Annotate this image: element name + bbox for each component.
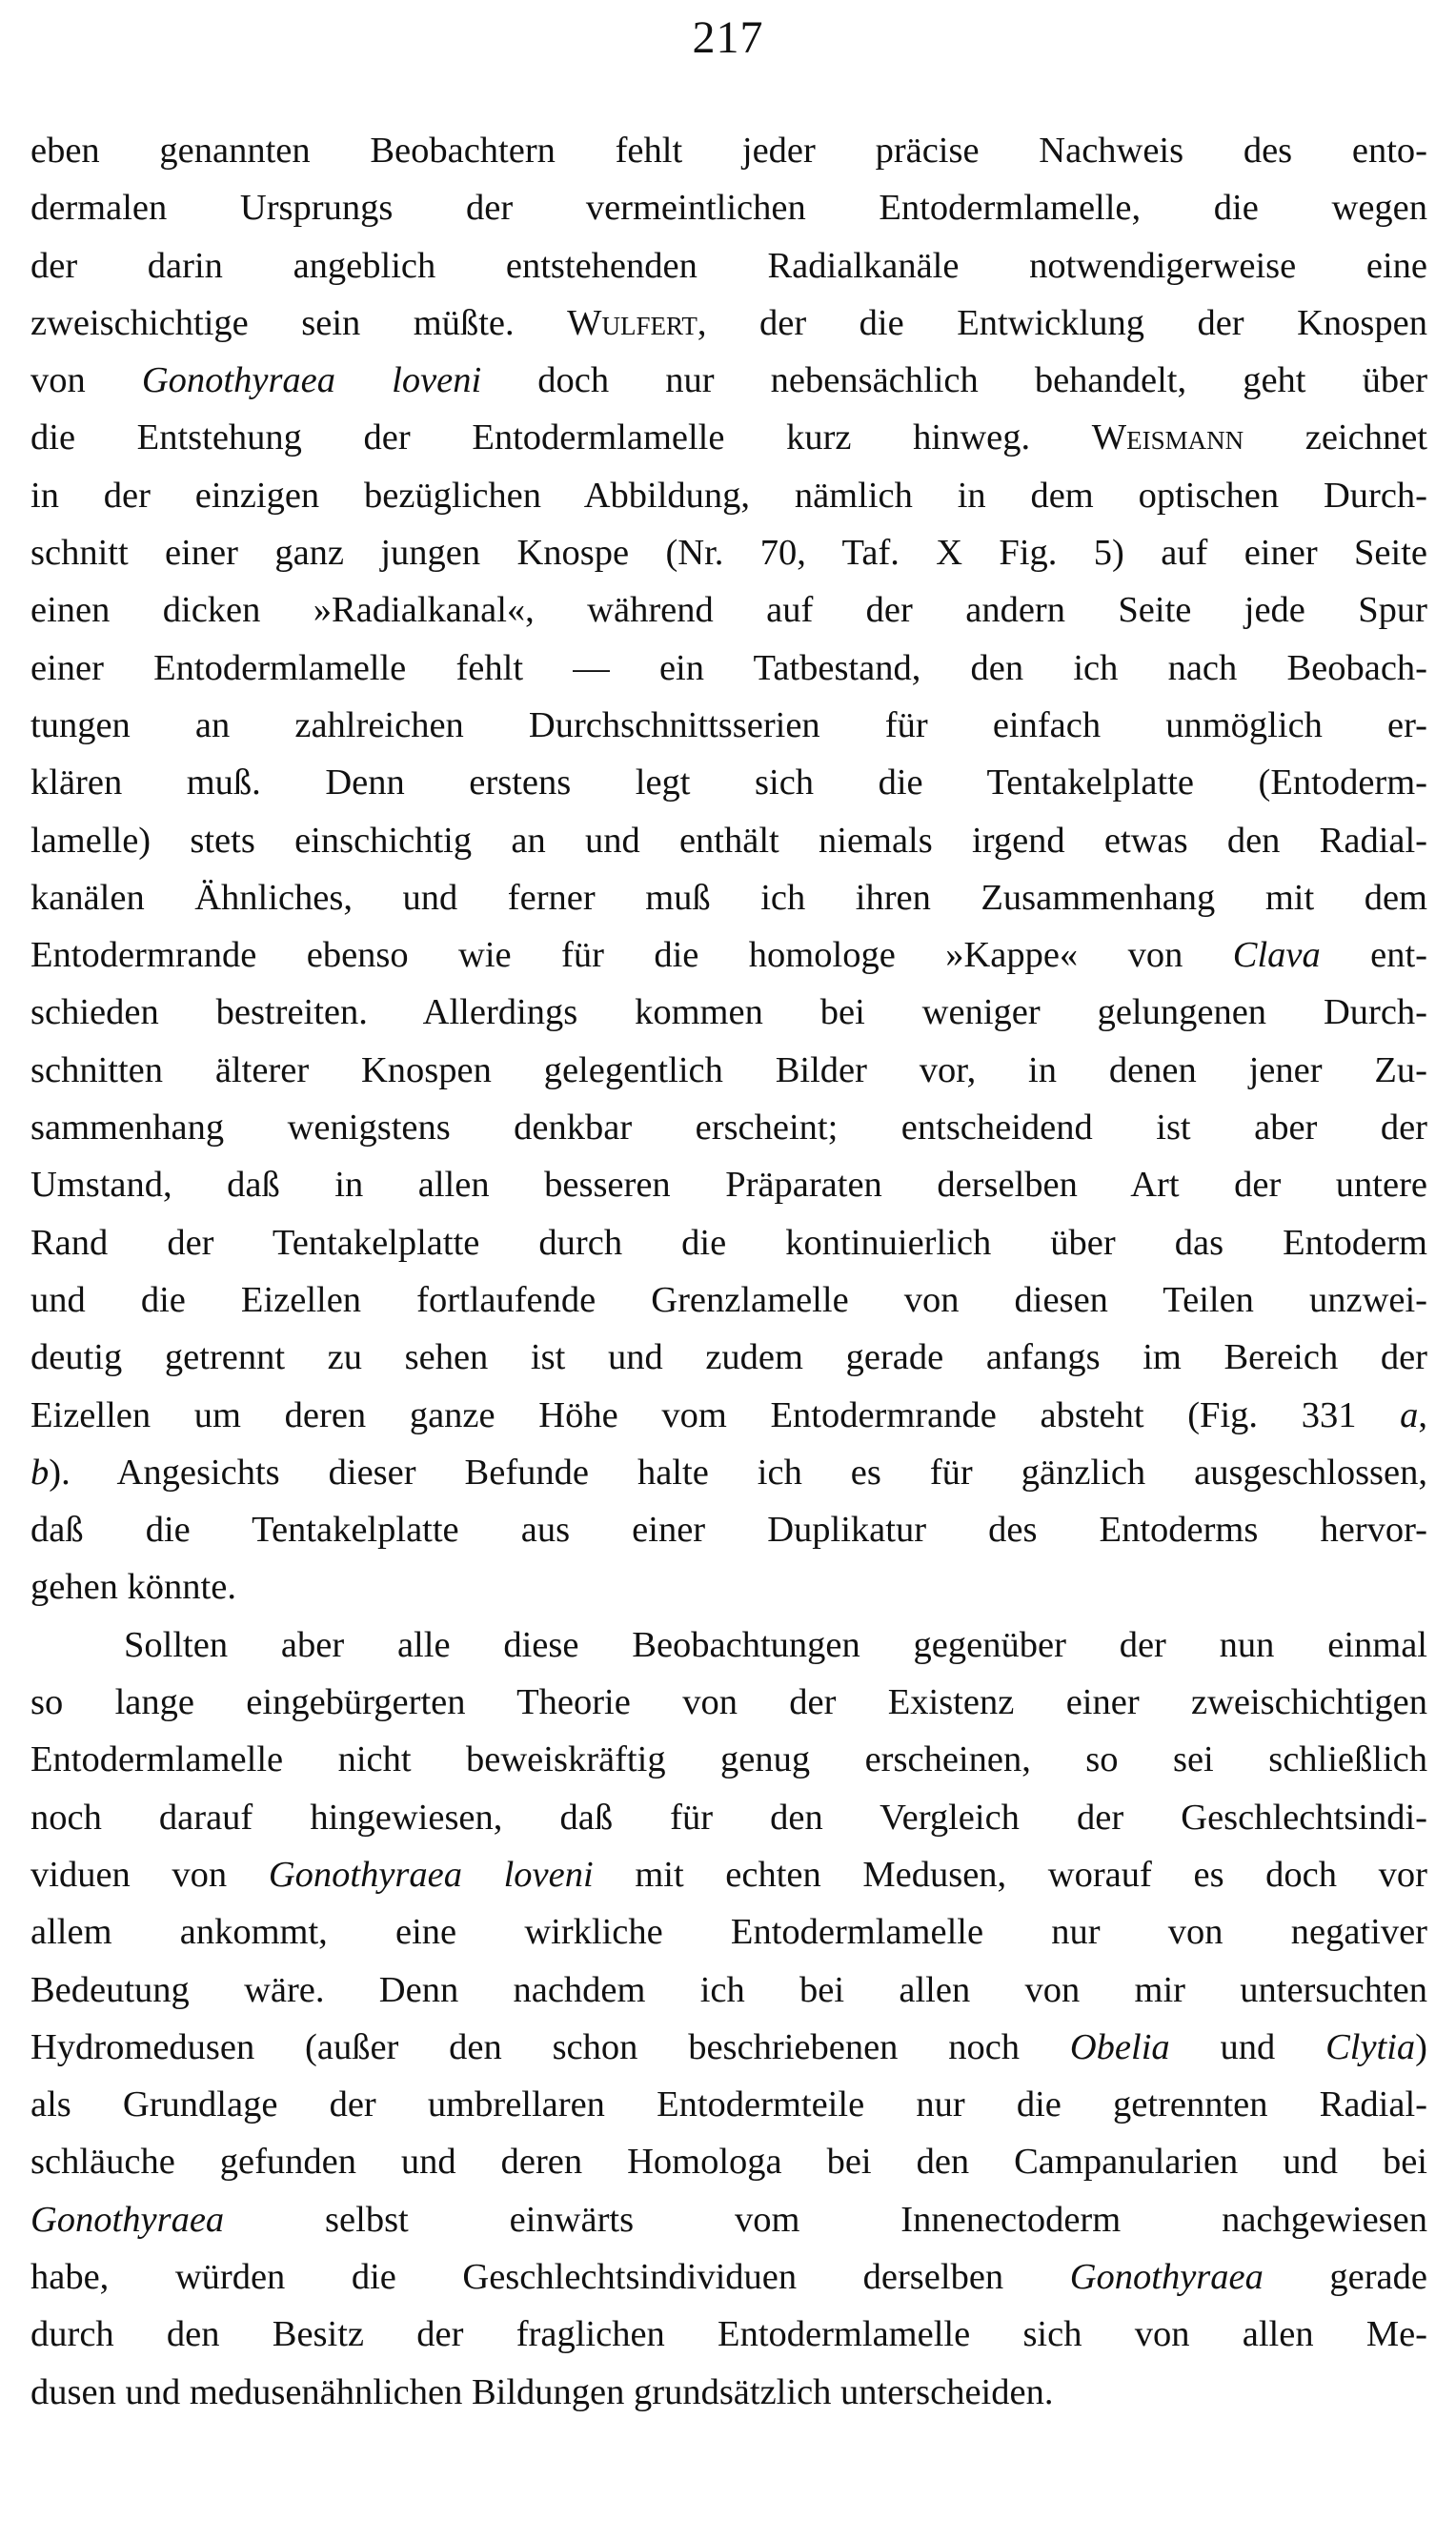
text-line: der darin angeblich entstehenden Radialkanäle notwendigerweise eine — [30, 245, 1427, 286]
text-line: klären muß. Denn erstens legt sich die Tentakelplatte (Entoderm- — [30, 762, 1427, 803]
text-line: Umstand, daß in allen besseren Präparaten derselben Art der untere — [30, 1165, 1427, 1206]
text-line: deutig getrennt zu sehen ist und zudem gerade anfangs im Bereich der — [30, 1337, 1427, 1378]
text-line: Hydromedusen (außer den schon beschriebenen noch Obelia und Clytia) — [30, 2026, 1427, 2067]
text-line: gehen könnte. — [30, 1567, 236, 1608]
text-line: eben genannten Beobachtern fehlt jeder präcise Nachweis des ento- — [30, 131, 1427, 171]
text-line: Rand der Tentakelplatte durch die kontinuierlich über das Entoderm — [30, 1222, 1427, 1263]
text-line: und die Eizellen fortlaufende Grenzlamelle von diesen Teilen unzwei- — [30, 1279, 1427, 1320]
text-line: schnitten älterer Knospen gelegentlich Bilder vor, in denen jener Zu- — [30, 1049, 1427, 1090]
text-line: sammenhang wenigstens denkbar erscheint; entscheidend ist aber der — [30, 1108, 1427, 1149]
text-line: die Entstehung der Entodermlamelle kurz hinweg. Weismann zeichnet — [30, 417, 1427, 458]
text-line: b). Angesichts dieser Befunde halte ich es für gänzlich ausgeschlossen, — [30, 1452, 1427, 1493]
paragraph-1 — [30, 122, 1427, 1616]
text-line: daß die Tentakelplatte aus einer Duplikatur des Entoderms hervor- — [30, 1510, 1427, 1551]
text-line: lamelle) stets einschichtig an und enthält niemals irgend etwas den Radial- — [30, 820, 1427, 861]
text-line: kanälen Ähnliches, und ferner muß ich ihren Zusammenhang mit dem — [30, 877, 1427, 918]
text-line: dusen und medusenähnlichen Bildungen grundsätzlich unterscheiden. — [30, 2371, 1054, 2412]
text-line: in der einzigen bezüglichen Abbildung, nämlich in dem optischen Durch- — [30, 475, 1427, 516]
text-line: Sollten aber alle diese Beobachtungen gegenüber der nun einmal — [124, 1624, 1427, 1665]
text-line: einen dicken »Radialkanal«, während auf der andern Seite jede Spur — [30, 590, 1427, 631]
text-line: zweischichtige sein müßte. Wulfert, der die Entwicklung der Knospen — [30, 302, 1427, 343]
text-line: Gonothyraea selbst einwärts vom Innenectoderm nachgewiesen — [30, 2199, 1427, 2240]
text-line: tungen an zahlreichen Durchschnittsserien für einfach unmöglich er- — [30, 704, 1427, 745]
paragraph-2 — [30, 1616, 1427, 2421]
text-line: Entodermlamelle nicht beweiskräftig genug erscheinen, so sei schließlich — [30, 1739, 1427, 1780]
body-text — [30, 122, 1427, 2421]
text-line: Bedeutung wäre. Denn nachdem ich bei allen von mir untersuchten — [30, 1969, 1427, 2010]
text-line: von Gonothyraea loveni doch nur nebensächlich behandelt, geht über — [30, 360, 1428, 401]
text-line: schieden bestreiten. Allerdings kommen bei weniger gelungenen Durch- — [30, 992, 1427, 1033]
text-line: dermalen Ursprungs der vermeintlichen Entodermlamelle, die wegen — [30, 188, 1427, 229]
text-line: durch den Besitz der fraglichen Entodermlamelle sich von allen Me- — [30, 2314, 1427, 2355]
text-line: habe, würden die Geschlechtsindividuen derselben Gonothyraea gerade — [30, 2256, 1427, 2297]
text-line: einer Entodermlamelle fehlt — ein Tatbestand, den ich nach Beobach- — [30, 647, 1427, 688]
page-number: 217 — [692, 12, 764, 63]
text-line: viduen von Gonothyraea loveni mit echten Medusen, worauf es doch vor — [30, 1854, 1427, 1895]
text-line: allem ankommt, eine wirkliche Entodermlamelle nur von negativer — [30, 1912, 1427, 1953]
text-line: Eizellen um deren ganze Höhe vom Entodermrande absteht (Fig. 331 a, — [30, 1394, 1427, 1435]
text-line: schnitt einer ganz jungen Knospe (Nr. 70, Taf. X Fig. 5) auf einer Seite — [30, 533, 1427, 574]
text-line: noch darauf hingewiesen, daß für den Vergleich der Geschlechtsindi- — [30, 1797, 1427, 1838]
text-line: als Grundlage der umbrellaren Entodermteile nur die getrennten Radial- — [30, 2084, 1427, 2125]
text-line: so lange eingebürgerten Theorie von der Existenz einer zweischichtigen — [30, 1682, 1427, 1723]
text-line: Entodermrande ebenso wie für die homologe »Kappe« von Clava ent- — [30, 935, 1428, 976]
text-line: schläuche gefunden und deren Homologa bei den Campanularien und bei — [30, 2142, 1427, 2183]
